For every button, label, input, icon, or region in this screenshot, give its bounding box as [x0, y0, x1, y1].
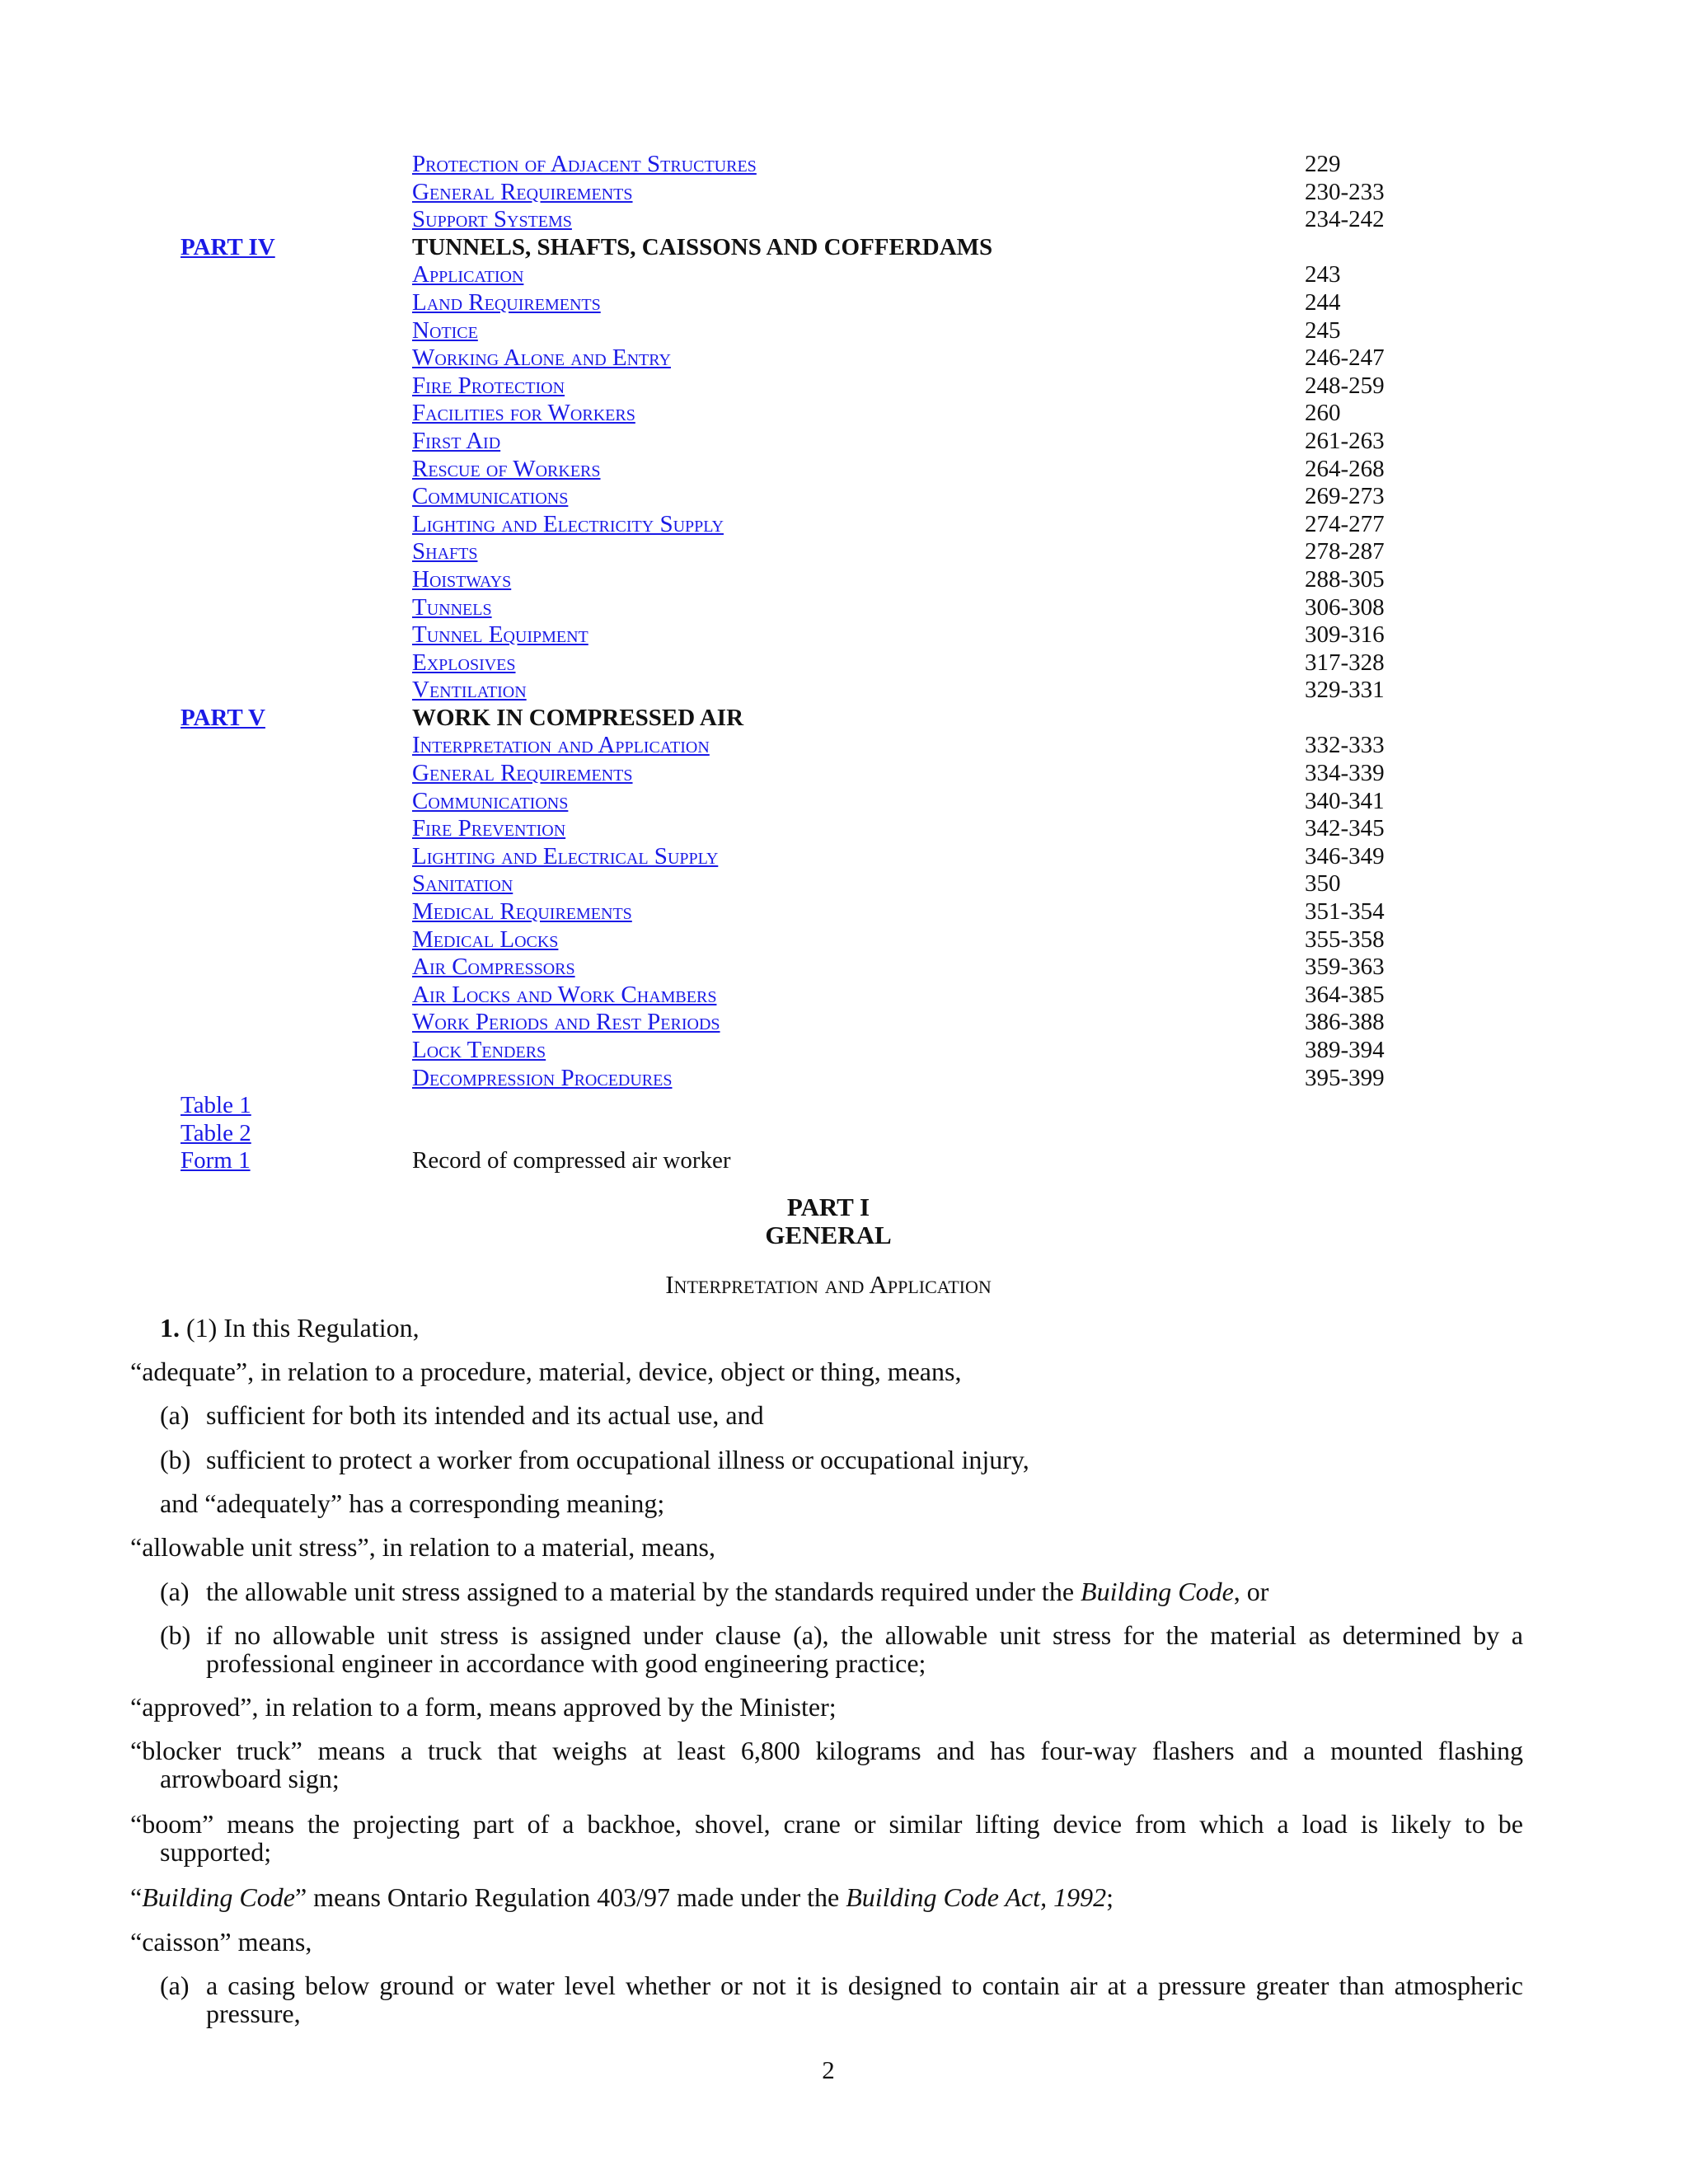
definition-boom [130, 1810, 1523, 1866]
table-of-contents [0, 151, 1688, 1175]
toc-table-description: Record of compressed air worker [412, 1147, 731, 1174]
section-number: 1. [160, 1313, 180, 1343]
toc-row [0, 649, 1688, 677]
toc-section-link[interactable]: General Requirements [412, 178, 633, 205]
toc-section-numbers: 334-339 [1305, 760, 1385, 787]
clause-label: (b) [160, 1445, 191, 1474]
toc-section-numbers: 317-328 [1305, 649, 1385, 676]
toc-row [0, 1009, 1688, 1037]
toc-row [0, 179, 1688, 207]
toc-section-link[interactable]: Working Alone and Entry [412, 344, 671, 372]
toc-section-numbers: 264-268 [1305, 455, 1385, 482]
toc-row [0, 732, 1688, 760]
definition-building-code [130, 1883, 1523, 1911]
toc-row [0, 677, 1688, 705]
clause-text: sufficient for both its intended and its actual use, and [206, 1400, 764, 1430]
toc-section-link[interactable]: Work Periods and Rest Periods [412, 1009, 720, 1036]
toc-row [0, 705, 1688, 733]
toc-section-link[interactable]: Support Systems [412, 206, 572, 233]
toc-section-link[interactable]: Hoistways [412, 565, 512, 593]
toc-section-link[interactable]: Application [412, 261, 524, 288]
toc-row [0, 1120, 1688, 1148]
toc-section-numbers: 248-259 [1305, 372, 1385, 399]
toc-section-numbers: 359-363 [1305, 954, 1385, 981]
definition-allowable-unit-stress: “allowable unit stress”, in relation to a material, means, [130, 1532, 715, 1562]
toc-section-numbers: 355-358 [1305, 926, 1385, 953]
toc-section-numbers: 309-316 [1305, 621, 1385, 649]
toc-section-link[interactable]: Medical Locks [412, 926, 559, 953]
toc-part-link[interactable]: PART IV [181, 233, 275, 260]
clause-text: sufficient to protect a worker from occupational illness or occupational injury, [206, 1445, 1029, 1474]
clause-label: (b) [160, 1620, 191, 1650]
toc-section-link[interactable]: Rescue of Workers [412, 455, 601, 482]
toc-section-link[interactable]: Air Locks and Work Chambers [412, 981, 717, 1008]
toc-section-link[interactable]: Explosives [412, 649, 516, 676]
section-intro-text: (1) In this Regulation, [186, 1313, 420, 1343]
toc-section-link[interactable]: Lock Tenders [412, 1037, 546, 1063]
clause-label: (a) [160, 1577, 190, 1606]
building-code-italic: Building Code [1081, 1577, 1234, 1606]
toc-section-numbers: 395-399 [1305, 1064, 1385, 1091]
toc-row [0, 621, 1688, 649]
clause-text-start: the allowable unit stress assigned to a material by the standards required under the [206, 1577, 1081, 1606]
toc-section-numbers: 269-273 [1305, 483, 1385, 510]
toc-section-numbers: 246-247 [1305, 344, 1385, 372]
toc-row [0, 400, 1688, 428]
definition-line-1: “boom” means the projecting part of a backhoe, shovel, crane or similar lifting device from which a load is likely to be [130, 1809, 1523, 1839]
toc-section-link[interactable]: Medical Requirements [412, 898, 632, 926]
toc-section-numbers: 329-331 [1305, 677, 1385, 704]
toc-section-link[interactable]: Sanitation [412, 870, 513, 898]
toc-row [0, 1092, 1688, 1120]
toc-section-numbers: 261-263 [1305, 427, 1385, 454]
clause-text: a casing below ground or water level whether or not it is designed to contain air at a pressure greater than atmospheric pressure, [206, 1971, 1523, 2028]
toc-row [0, 870, 1688, 898]
clause-label: (a) [160, 1400, 190, 1430]
toc-section-numbers: 340-341 [1305, 787, 1385, 814]
clause-text [206, 1577, 1523, 1605]
toc-section-numbers: 229 [1305, 151, 1341, 177]
toc-section-link[interactable]: Facilities for Workers [412, 400, 635, 427]
toc-row [0, 289, 1688, 317]
definition-line-1: “blocker truck” means a truck that weighs at least 6,800 kilograms and has four-way flashers and a mounted flashing [130, 1736, 1523, 1765]
toc-section-numbers: 230-233 [1305, 178, 1385, 205]
clause-label: (a) [160, 1971, 190, 2000]
toc-section-numbers: 306-308 [1305, 593, 1385, 621]
toc-section-numbers: 332-333 [1305, 732, 1385, 759]
toc-section-link[interactable]: Land Requirements [412, 288, 601, 316]
toc-row [0, 151, 1688, 179]
toc-row [0, 1037, 1688, 1065]
toc-section-link[interactable]: Protection of Adjacent Structures [412, 151, 757, 177]
toc-section-numbers: 389-394 [1305, 1037, 1385, 1063]
toc-section-numbers: 342-345 [1305, 815, 1385, 842]
toc-section-link[interactable]: Decompression Procedures [412, 1064, 673, 1091]
building-code-italic: Building Code [142, 1882, 295, 1912]
toc-section-numbers: 386-388 [1305, 1009, 1385, 1036]
toc-section-link[interactable]: Fire Prevention [412, 815, 566, 842]
page-number: 2 [822, 2055, 835, 2084]
clause-aus-a [160, 1577, 1523, 1605]
clause-caisson-a [160, 1971, 1523, 2027]
toc-section-link[interactable]: Shafts [412, 538, 478, 565]
toc-row [0, 760, 1688, 788]
toc-row [0, 843, 1688, 871]
toc-row [0, 538, 1688, 566]
toc-section-link[interactable]: Communications [412, 787, 569, 814]
definition-line-2: supported; [160, 1837, 272, 1867]
toc-row [0, 511, 1688, 539]
toc-table-link[interactable]: Table 2 [181, 1119, 251, 1146]
building-code-act-italic: Building Code Act, 1992 [846, 1882, 1107, 1912]
toc-row [0, 373, 1688, 401]
definition-adequate: “adequate”, in relation to a procedure, material, device, object or thing, means, [130, 1357, 962, 1386]
toc-section-link[interactable]: Interpretation and Application [412, 732, 710, 759]
clause-text: if no allowable unit stress is assigned under clause (a), the allowable unit stress for the material as determined by a professional engineer in accordance with good engineering practice; [206, 1620, 1523, 1678]
toc-section-link[interactable]: Fire Protection [412, 372, 565, 399]
toc-section-numbers: 350 [1305, 870, 1341, 898]
toc-row [0, 566, 1688, 594]
toc-part-title: TUNNELS, SHAFTS, CAISSONS AND COFFERDAMS [412, 233, 993, 260]
part-label: PART I [786, 1193, 870, 1221]
toc-section-numbers: 243 [1305, 261, 1341, 288]
clause-adequate-b [160, 1446, 1523, 1474]
toc-section-numbers: 274-277 [1305, 510, 1385, 537]
clause-text-end: , or [1233, 1577, 1269, 1606]
quote-open: “ [130, 1882, 143, 1912]
toc-table-link[interactable]: Table 1 [181, 1092, 251, 1119]
toc-section-link[interactable]: Tunnel Equipment [412, 621, 588, 649]
toc-section-numbers: 260 [1305, 400, 1341, 427]
toc-section-link[interactable]: Tunnels [412, 593, 492, 621]
toc-section-numbers: 351-354 [1305, 898, 1385, 926]
definition-line-2: arrowboard sign; [160, 1764, 340, 1793]
clause-adequate-a [160, 1401, 1523, 1429]
definition-blocker-truck [130, 1736, 1523, 1793]
definition-caisson: “caisson” means, [130, 1927, 312, 1957]
toc-section-link[interactable]: Notice [412, 316, 478, 344]
toc-section-numbers: 288-305 [1305, 565, 1385, 593]
definition-text: ” means Ontario Regulation 403/97 made under the [294, 1882, 846, 1912]
toc-row [0, 1065, 1688, 1093]
toc-row [0, 788, 1688, 816]
toc-section-numbers: 245 [1305, 316, 1341, 344]
toc-row [0, 456, 1688, 484]
section-1-intro [160, 1314, 1523, 1342]
toc-row [0, 815, 1688, 843]
toc-row [0, 206, 1688, 234]
toc-row [0, 898, 1688, 926]
toc-section-link[interactable]: Lighting and Electrical Supply [412, 842, 719, 869]
toc-section-link[interactable]: Lighting and Electricity Supply [412, 510, 724, 537]
toc-section-numbers: 244 [1305, 288, 1341, 316]
toc-section-link[interactable]: First Aid [412, 427, 501, 454]
toc-section-numbers: 234-242 [1305, 206, 1385, 233]
toc-row [0, 594, 1688, 622]
toc-row [0, 982, 1688, 1010]
toc-part-link[interactable]: PART V [181, 704, 265, 731]
section-heading: Interpretation and Application [665, 1270, 992, 1299]
toc-row [0, 926, 1688, 954]
toc-row [0, 428, 1688, 456]
toc-row [0, 954, 1688, 982]
clause-aus-b [160, 1621, 1523, 1677]
toc-row [0, 344, 1688, 373]
toc-section-link[interactable]: Ventilation [412, 677, 527, 704]
toc-row [0, 1147, 1688, 1175]
toc-section-numbers: 278-287 [1305, 538, 1385, 565]
toc-row [0, 317, 1688, 345]
toc-part-title: WORK IN COMPRESSED AIR [412, 704, 744, 731]
toc-row [0, 234, 1688, 262]
toc-table-link[interactable]: Form 1 [181, 1147, 251, 1174]
toc-section-numbers: 346-349 [1305, 842, 1385, 869]
adequate-tail: and “adequately” has a corresponding meaning; [160, 1488, 665, 1518]
definition-approved: “approved”, in relation to a form, means approved by the Minister; [130, 1692, 837, 1722]
toc-section-numbers: 364-385 [1305, 981, 1385, 1008]
toc-section-link[interactable]: Communications [412, 483, 569, 510]
toc-row [0, 483, 1688, 511]
toc-section-link[interactable]: General Requirements [412, 760, 633, 787]
definition-end: ; [1106, 1882, 1114, 1912]
toc-row [0, 261, 1688, 289]
part-title: GENERAL [765, 1221, 892, 1249]
toc-section-link[interactable]: Air Compressors [412, 954, 575, 981]
